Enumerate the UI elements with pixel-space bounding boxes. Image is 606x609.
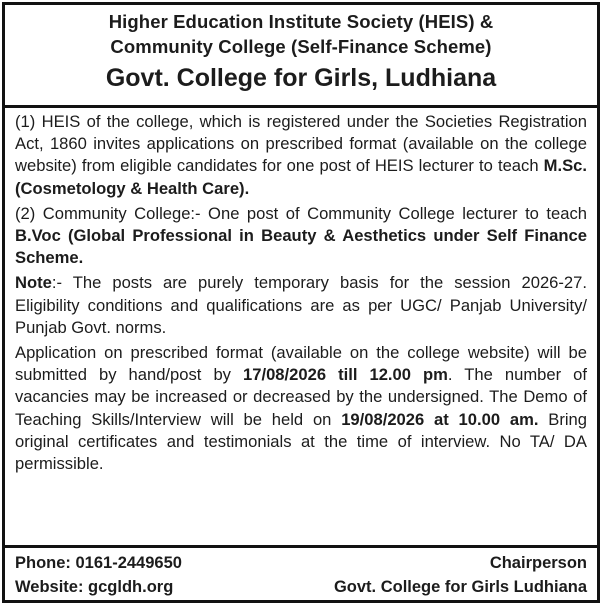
paragraph-application xyxy=(15,342,587,475)
paragraph-heis-course: M.Sc. (Cosmetology & Health Care). xyxy=(15,156,587,198)
application-text-c: Bring original certificates and testimonials at the time of interview. No TA/ DA permissible. xyxy=(15,409,587,474)
paragraph-note xyxy=(15,272,587,339)
paragraph-heis-text: (1) HEIS of the college, which is registered under the Societies Registration Act, 1860 invites applications on prescribed format (available on the college website) from eligible candidates for one post of HEIS lecturer to teach xyxy=(15,112,587,176)
website: Website: gcgldh.org xyxy=(15,578,174,596)
notice-footer xyxy=(5,545,597,600)
phone-number: Phone: 0161-2449650 xyxy=(15,554,182,572)
paragraph-cc-text: (2) Community College:- One post of Community College lecturer to teach xyxy=(15,203,587,223)
notice-header xyxy=(5,5,597,108)
note-label: Note xyxy=(15,273,52,293)
footer-row-1 xyxy=(15,551,587,575)
application-deadline: 17/08/2026 till 12.00 pm xyxy=(243,365,448,385)
header-college-name: Govt. College for Girls, Ludhiana xyxy=(105,64,497,92)
interview-date: 19/08/2026 at 10.00 am. xyxy=(341,409,539,429)
footer-row-2 xyxy=(15,575,587,599)
header-line-community-college: Community College (Self-Finance Scheme) xyxy=(110,36,492,57)
notice-body xyxy=(5,108,597,475)
application-text-a: Application on prescribed format (available on the college website) will be submitted by hand/post by xyxy=(15,343,587,385)
application-text-b: . The number of vacancies may be increased or decreased by the undersigned. The Demo of Teaching Skills/Interview will be held on xyxy=(15,365,587,429)
header-line-heis: Higher Education Institute Society (HEIS) & xyxy=(108,11,494,32)
paragraph-community-college-post xyxy=(15,203,587,270)
paragraph-heis-post xyxy=(15,111,587,200)
signatory-title: Chairperson xyxy=(489,554,587,572)
paragraph-cc-course: B.Voc (Global Professional in Beauty & Aesthetics under Self Finance Scheme. xyxy=(15,226,587,268)
notice-advertisement xyxy=(2,2,600,603)
note-text: :- The posts are purely temporary basis for the session 2026-27. Eligibility conditions and qualifications are as per UGC/ Panjab University/ Punjab Govt. norms. xyxy=(15,273,587,337)
signatory-organization: Govt. College for Girls Ludhiana xyxy=(333,578,587,596)
